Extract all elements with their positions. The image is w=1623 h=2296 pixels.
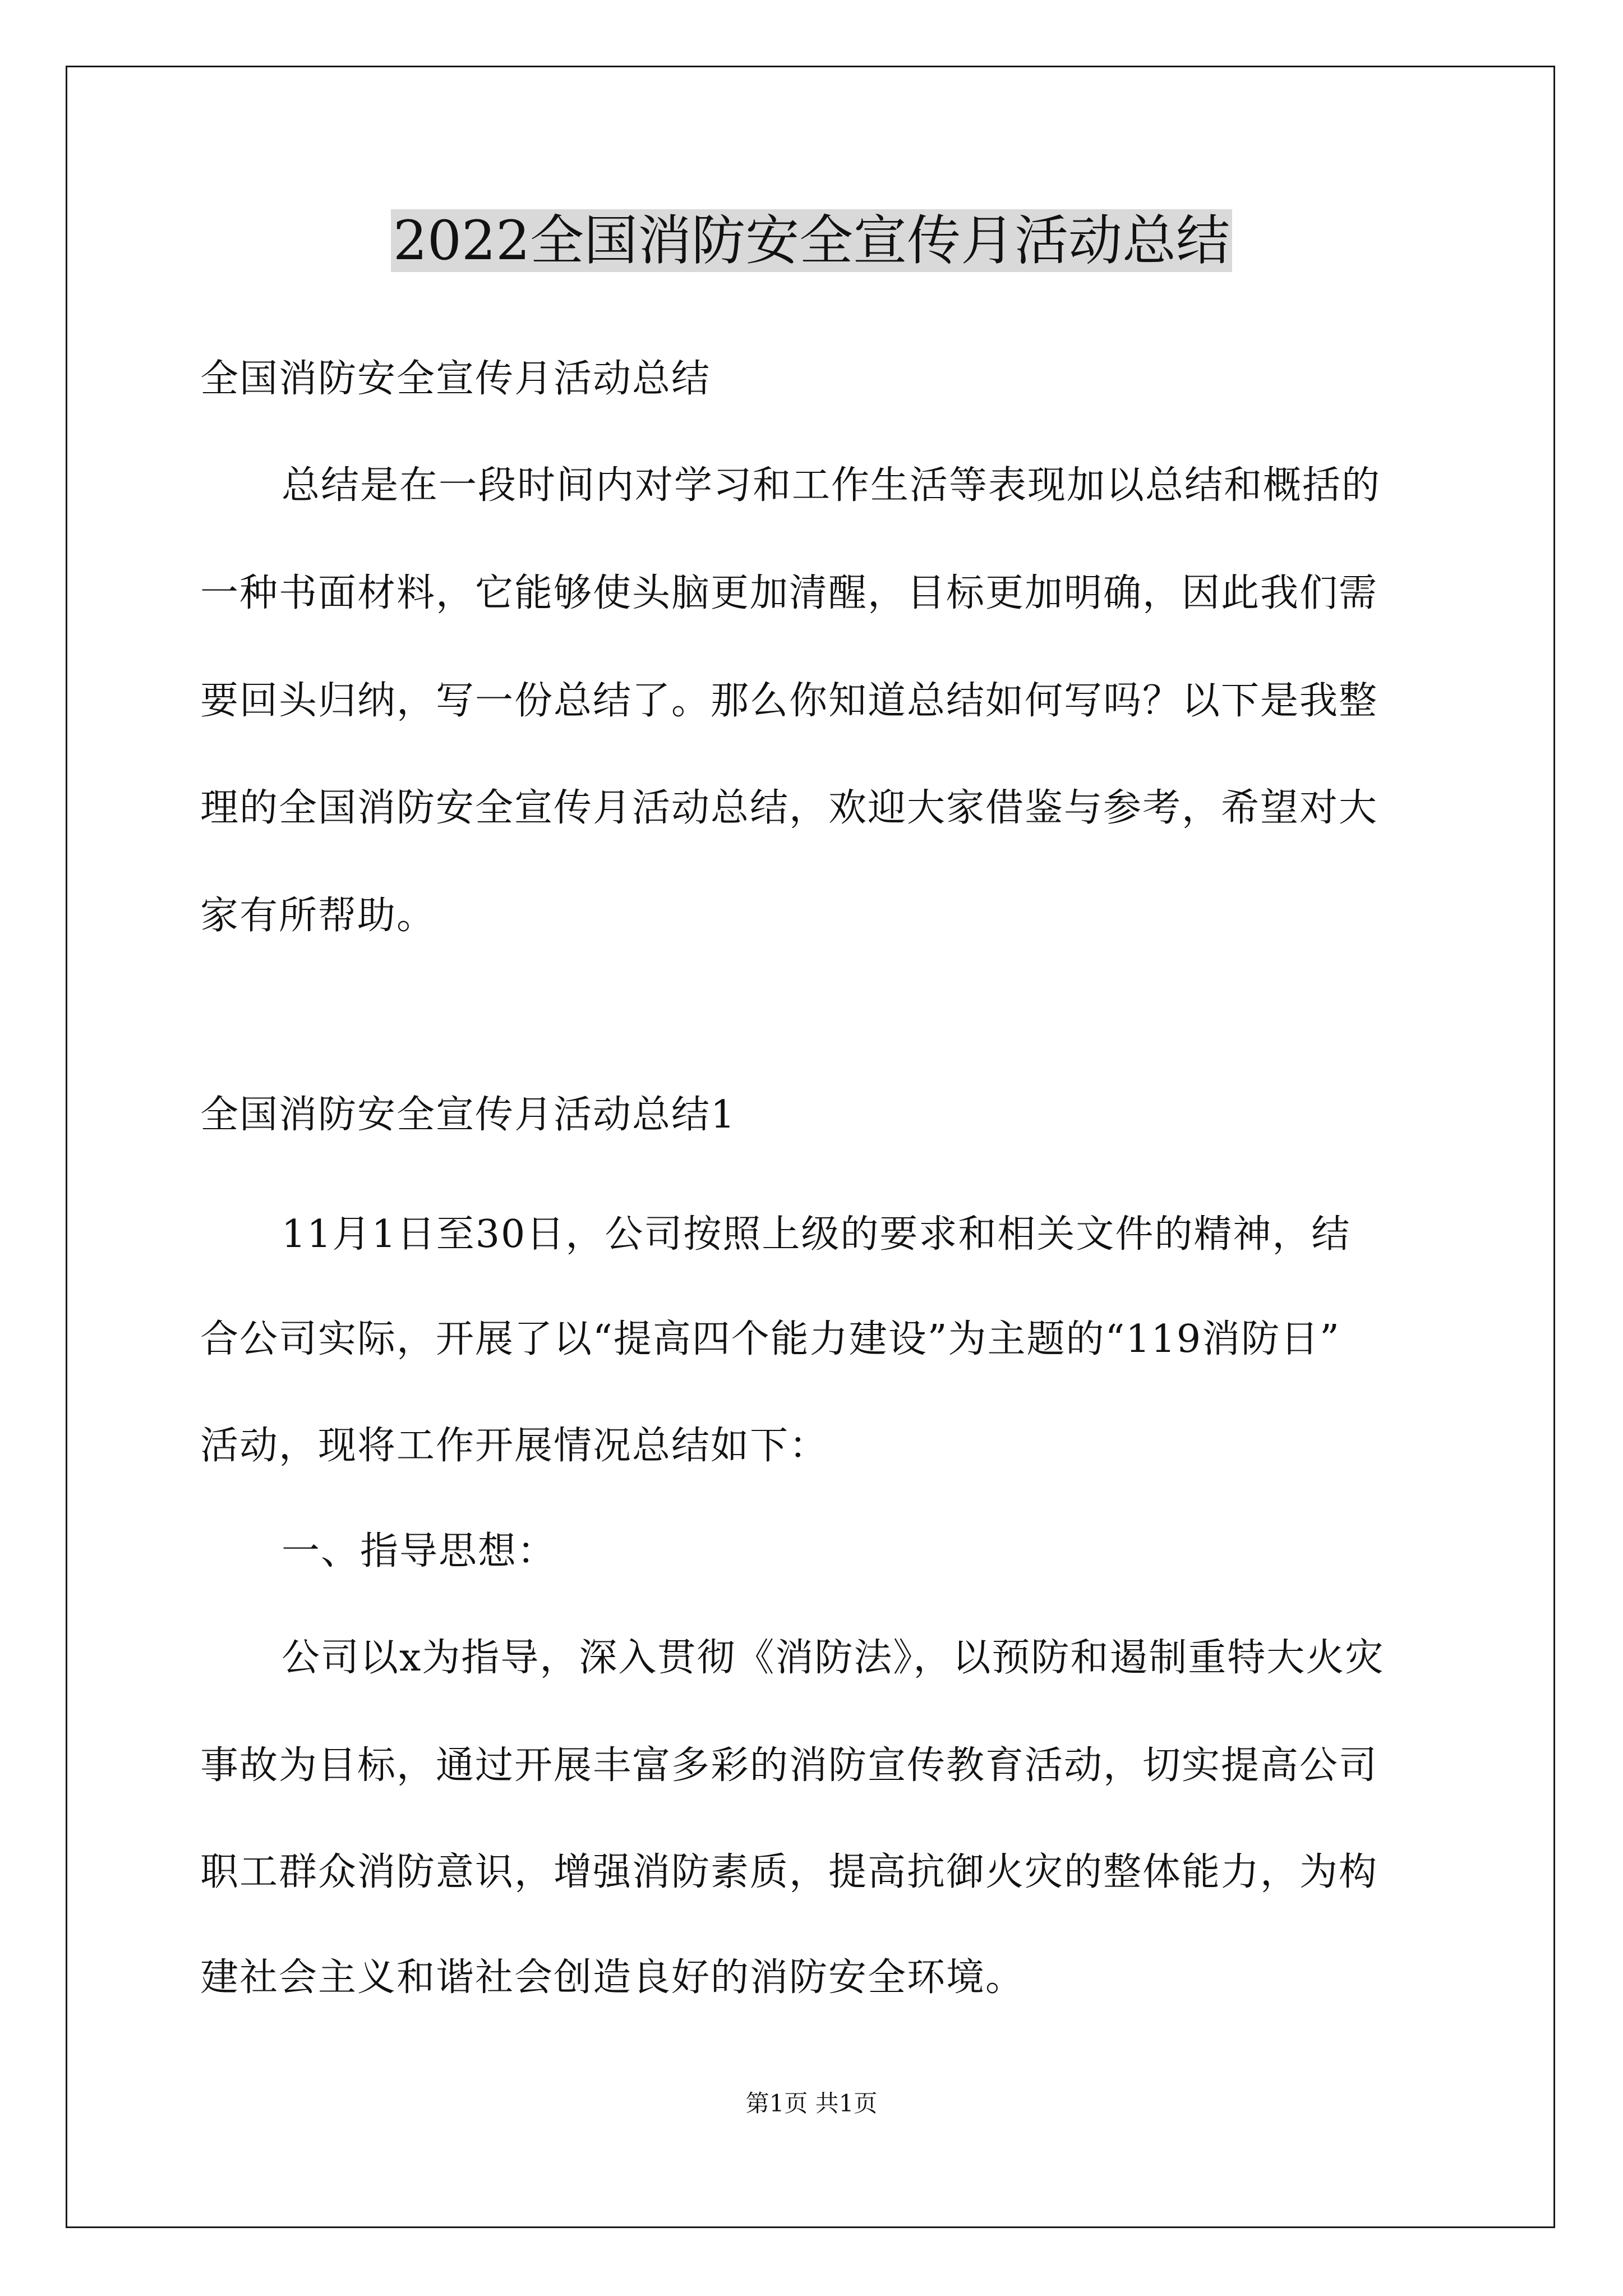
intro-line-2: 一种书面材料，它能够使头脑更加清醒，目标更加明确，因此我们需 xyxy=(200,571,1378,615)
document-title: 2022全国消防安全宣传月活动总结 xyxy=(0,205,1623,277)
section1-line-1: 11月1日至30日，公司按照上级的要求和相关文件的精神，结 xyxy=(282,1212,1351,1257)
guiding-line-4: 建社会主义和谐社会创造良好的消防安全环境。 xyxy=(200,1955,1025,2000)
intro-line-5: 家有所帮助。 xyxy=(200,894,436,938)
subheading-guiding-thought: 一、指导思想： xyxy=(282,1529,557,1573)
guiding-line-3: 职工群众消防意识，增强消防素质，提高抗御火灾的整体能力，为构 xyxy=(200,1850,1378,1894)
intro-line-4: 理的全国消防安全宣传月活动总结，欢迎大家借鉴与参考，希望对大 xyxy=(200,786,1378,830)
guiding-line-1: 公司以x为指导，深入贯彻《消防法》，以预防和遏制重特大火灾 xyxy=(282,1636,1385,1680)
section-heading-1: 全国消防安全宣传月活动总结1 xyxy=(200,1093,736,1137)
intro-line-1: 总结是在一段时间内对学习和工作生活等表现加以总结和概括的 xyxy=(282,463,1381,508)
guiding-line-2: 事故为目标，通过开展丰富多彩的消防宣传教育活动，切实提高公司 xyxy=(200,1743,1378,1788)
document-heading: 全国消防安全宣传月活动总结 xyxy=(200,357,711,401)
page-footer: 第1页 共1页 xyxy=(745,2090,878,2117)
section1-line-2: 合公司实际，开展了以“提高四个能力建设”为主题的“119消防日” xyxy=(200,1317,1340,1361)
section1-line-3: 活动，现将工作开展情况总结如下： xyxy=(200,1424,829,1468)
intro-line-3: 要回头归纳，写一份总结了。那么你知道总结如何写吗？以下是我整 xyxy=(200,679,1378,723)
